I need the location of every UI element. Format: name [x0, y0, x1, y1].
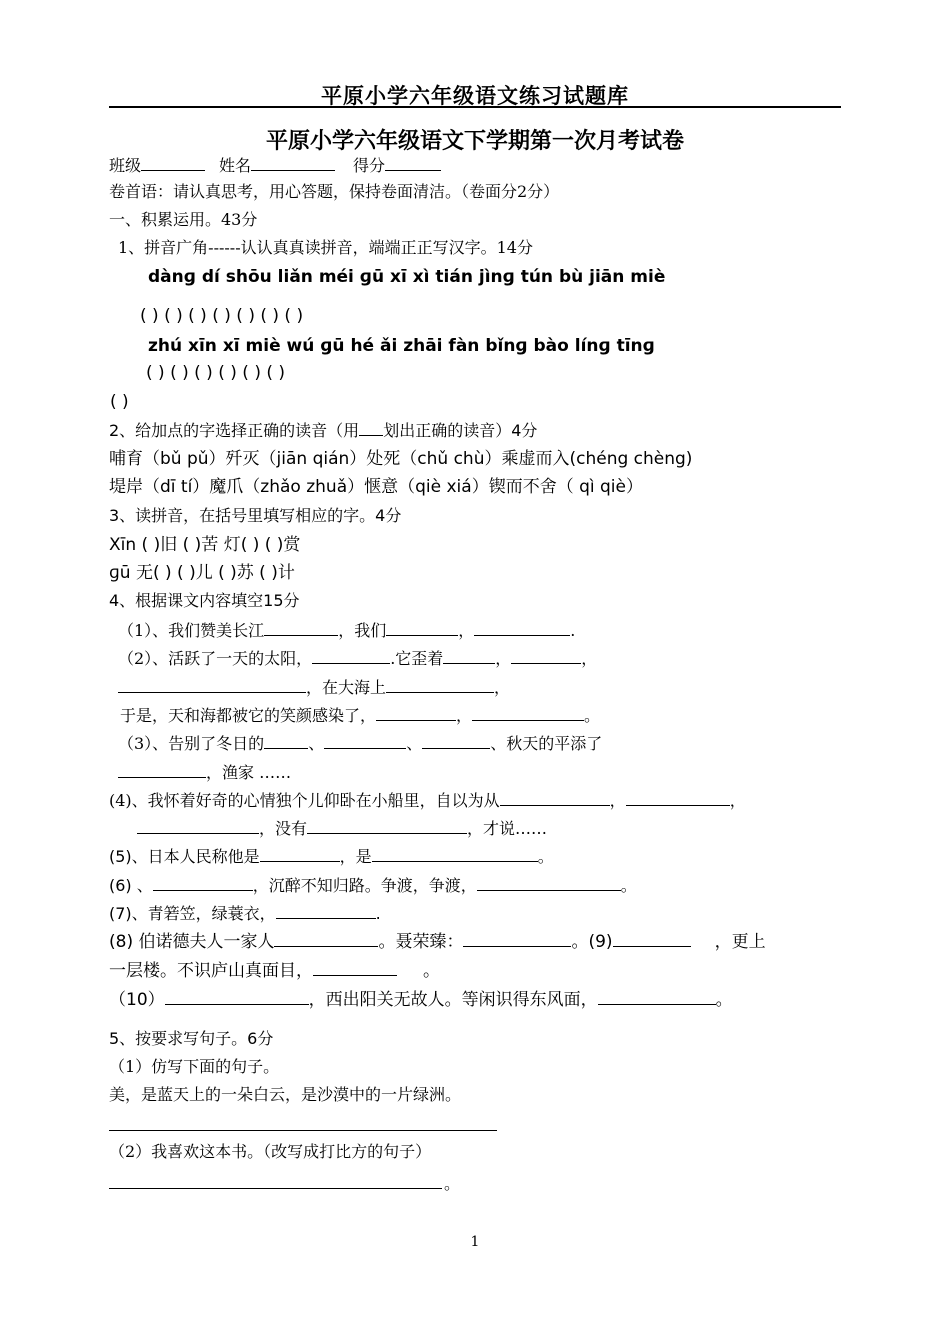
q4-blank[interactable] [264, 620, 338, 636]
q4-item7 [109, 903, 381, 924]
q4-text: ，更上 [714, 932, 766, 952]
q4-text: （3）、告别了冬日的 [118, 734, 265, 753]
q4-text: （10） [109, 990, 165, 1010]
q4-blank[interactable] [626, 790, 730, 806]
q1-title: 1、拼音广角------认认真真读拼音，端端正正写汉字。14分 [118, 238, 533, 257]
q4-text: ， [494, 678, 511, 697]
q1-answer-boxes-row2[interactable]: ( ) ( ) ( ) ( ) ( ) ( ) [146, 363, 286, 383]
q4-text: ， [581, 649, 598, 668]
q4-text: ，是 [339, 847, 372, 866]
q5-title: 5、按要求写句子。6分 [109, 1029, 274, 1048]
q4-blank[interactable] [443, 648, 495, 664]
q4-item3 [118, 733, 602, 754]
q2-line1[interactable]: 哺育（bǔ pǔ）歼灭（jiān qián）处死（chǔ chù）乘虚而入(chéng chèng) [109, 449, 693, 469]
info-line [109, 155, 441, 176]
q4-text: ， [729, 791, 746, 810]
q4-blank[interactable] [118, 677, 306, 693]
score-blank[interactable] [385, 155, 441, 171]
q4-blank[interactable] [165, 989, 309, 1005]
q4-blank[interactable] [511, 648, 581, 664]
q4-text: 于是，天和海都被它的笑颜感染了， [120, 706, 377, 725]
q4-text: ，渔家 …… [206, 763, 292, 782]
name-blank[interactable] [251, 155, 335, 171]
q2-title-part2: 划出正确的读音）4分 [383, 421, 538, 440]
q4-text: 。 [620, 876, 637, 895]
q4-text: 。 [715, 990, 733, 1010]
q2-underline-sample [359, 420, 383, 436]
q4-text: ， [495, 649, 512, 668]
q4-text: ，在大海上 [306, 678, 387, 697]
q3-line1[interactable]: Xīn ( )旧 ( )苦 灯( ) ( )赏 [109, 535, 301, 555]
q4-blank[interactable] [118, 762, 206, 778]
q4-item8-cont [109, 960, 440, 981]
q4-blank[interactable] [463, 931, 571, 947]
q4-title: 4、根据课文内容填空15分 [109, 591, 300, 610]
q4-text: ， [609, 791, 626, 810]
exam-title: 平原小学六年级语文下学期第一次月考试卷 [265, 128, 684, 154]
q4-blank[interactable] [386, 677, 494, 693]
q1-answer-box-row3[interactable]: ( ) [110, 392, 129, 412]
q5-answer-line-1[interactable] [109, 1130, 497, 1131]
q4-text: ，才说…… [467, 819, 548, 838]
q4-text: ， [458, 621, 475, 640]
q4-text: (8) 伯诺德夫人一家人 [109, 932, 275, 952]
q4-blank[interactable] [477, 875, 621, 891]
q4-blank[interactable] [386, 620, 458, 636]
q4-item2-cont [118, 677, 510, 698]
page-number: 1 [470, 1234, 480, 1250]
q5-answer-end: 。 [444, 1174, 461, 1193]
section-1-heading: 一、积累运用。43分 [109, 210, 258, 229]
q4-text: 、 [308, 734, 325, 753]
q4-blank[interactable] [153, 875, 253, 891]
q4-blank[interactable] [474, 620, 570, 636]
q4-item3-cont [118, 762, 291, 783]
q4-item5 [109, 846, 554, 867]
q4-blank[interactable] [276, 903, 376, 919]
q2-title-part1: 2、给加点的字选择正确的读音（用 [109, 421, 360, 440]
q4-text: ，沉醉不知归路。争渡，争渡， [252, 876, 477, 895]
q4-text: 。 [584, 706, 601, 725]
q5-sub2: （2）我喜欢这本书。（改写成打比方的句子） [109, 1142, 432, 1161]
q4-text: . [375, 904, 381, 923]
q4-text: 。(9) [571, 932, 613, 952]
q4-text: 。 [423, 961, 440, 981]
q4-item6 [109, 875, 637, 896]
q3-title: 3、读拼音，在括号里填写相应的字。4分 [109, 506, 402, 525]
q4-text: ， [456, 706, 473, 725]
q4-text: (4)、我怀着好奇的心情独个儿仰卧在小船里，自以为从 [109, 791, 500, 810]
q4-text: ，我们 [338, 621, 387, 640]
q4-item8 [109, 931, 766, 952]
q4-text: . [570, 621, 576, 640]
q4-blank[interactable] [264, 733, 308, 749]
q4-blank[interactable] [260, 846, 340, 862]
class-blank[interactable] [141, 155, 205, 171]
header-rule [109, 106, 841, 108]
q4-text: 一层楼。不识庐山真面目， [109, 961, 313, 981]
q4-text: （1）、我们赞美长江 [118, 621, 265, 640]
q4-text: .它歪着 [390, 649, 444, 668]
q3-line2[interactable]: ɡū 无( ) ( )儿 ( )苏 ( )计 [109, 563, 295, 583]
q1-answer-boxes-row1[interactable]: ( ) ( ) ( ) ( ) ( ) ( ) ( ) [140, 306, 304, 326]
running-header: 平原小学六年级语文练习试题库 [321, 83, 629, 108]
q4-blank[interactable] [312, 648, 390, 664]
q4-blank[interactable] [137, 818, 259, 834]
q4-blank[interactable] [372, 846, 538, 862]
q4-text: ，没有 [259, 819, 308, 838]
q4-text: (6) 、 [109, 876, 153, 895]
q4-item1 [118, 620, 575, 641]
q4-blank[interactable] [313, 960, 397, 976]
preface: 卷首语：请认真思考，用心答题，保持卷面清洁。（卷面分2分） [109, 182, 560, 201]
q4-blank[interactable] [598, 989, 716, 1005]
q5-sample-sentence: 美，是蓝天上的一朵白云，是沙漠中的一片绿洲。 [109, 1085, 462, 1104]
score-label: 得分 [353, 156, 386, 175]
q4-item2 [118, 648, 597, 669]
q4-text: ，西出阳关无故人。等闲识得东风面， [308, 990, 598, 1010]
q5-sub1: （1）仿写下面的句子。 [109, 1057, 280, 1076]
q4-text: (5)、日本人民称他是 [109, 847, 260, 866]
q4-blank[interactable] [274, 931, 378, 947]
q4-text: （2）、活跃了一天的太阳， [118, 649, 313, 668]
q4-item10 [109, 989, 733, 1010]
q2-line2[interactable]: 堤岸（dī tí）魔爪（zhǎo zhuǎ）惬意（qiè xiá）锲而不舍（ qì qiè） [109, 477, 643, 497]
q4-item2-cont2 [120, 705, 600, 726]
q4-item4 [109, 790, 746, 811]
q5-answer-line-2[interactable] [109, 1188, 442, 1189]
class-label: 班级 [109, 156, 142, 175]
q4-text: 、 [406, 734, 423, 753]
q4-blank[interactable] [613, 931, 691, 947]
q4-blank[interactable] [422, 733, 490, 749]
q4-blank[interactable] [472, 705, 584, 721]
name-label: 姓名 [219, 156, 252, 175]
q1-pinyin-row1: dànɡ dí shōu liǎn méi ɡū xī xì tián jìnɡ tún bù jiān miè [148, 267, 666, 287]
q1-pinyin-row2: zhú xīn xī miè wú ɡū hé ǎi zhāi fàn bǐnɡ bào línɡ tīnɡ [148, 336, 655, 356]
q4-blank[interactable] [500, 790, 610, 806]
q4-item4-cont [137, 818, 547, 839]
q4-blank[interactable] [376, 705, 456, 721]
q4-text: 、秋天的平添了 [490, 734, 603, 753]
q4-blank[interactable] [307, 818, 467, 834]
q4-blank[interactable] [324, 733, 406, 749]
q4-text: (7)、青箬笠，绿蓑衣， [109, 904, 276, 923]
q2-title [109, 420, 537, 441]
q4-text: 。 [537, 847, 554, 866]
q4-text: 。聂荣臻： [378, 932, 464, 952]
